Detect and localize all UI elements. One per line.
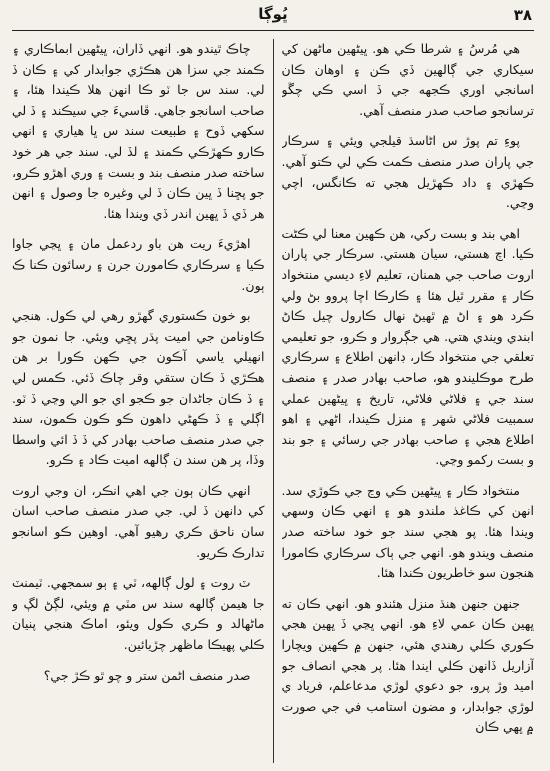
page-number: ٣٨ bbox=[513, 6, 532, 24]
paragraph: منتخواد ڪار ۽ ڀيڻهين ڪي وڃ جي ڪوڙي سد. انهن کي ڪاغذ ملندو هو ۽ انهي ڪان وسهي ويندا هئا. پو هجي سند جو خود ساخته صدر منصف ويندو هو. انهي جي ٻاک سرڪاري ڪامورا هنجون سو خاطريون ڪندا هئا. bbox=[281, 482, 534, 581]
paragraph: صدر منصف اڻمن ستر و چو ٿو ڪڙ جي؟ bbox=[43, 667, 251, 683]
paragraph: پوءِ تم پوڙ س اڻاسڌ قيلجي ويئي ۽ سرڪار جي پاران صدر منصف ڪمت ڪي لي ڪتو آهي. ڪهڙي ۽ داد ڪهڙيل هجي ته ڪانگس، اچي وڃي. bbox=[281, 133, 534, 211]
paragraph: چاڪ ٿيندو هو. انهي ڏاران، ڀيڻهين ابماڪاري ۽ ڪمند جي سزا هن هڪڙي جوابدار کي ۽ ڪان ڏ لي. سند س جا ٽو ڪا انهن هلا ڪيندا هئا، ۽ صاحب اسانجو جاهي. ڦاسيءَ جي سيڪند ۽ ڏ لي سکهي ڏوح ۽ طبيعت سند س ڀا هياري ۽ انهي ڪارو ڪهڙڪي ڪمند ۽ لڏ لي. سند جي هر خود ساخته صدر منصف بند و بست ۽ وري اهڙو ڪرو، جو پڇنا ڏ ڀين ڪان ڏ لي وغيره جا وصول ۽ انهن هر ڏي ڏ ڀهين اندر ڏي ويندا هئا. bbox=[12, 41, 265, 221]
paragraph: ٽ روت ۽ لول ڳالهه، ٽي ۽ ٻو سمجهي. ٽيمنٽ جا هيمن ڳالهه سند س مٽي ۾ ويئي، لڳڻ لڳ و ماڻهالد و ڪري ڪول ويئو، اماڪ هنجي پنيان ڪلي پهيڪا ماظهر چڙيائين. bbox=[12, 575, 265, 653]
text-columns bbox=[12, 39, 534, 763]
paragraph: بو خون ڪستوري گهڙو رهي لي ڪول. هنجي ڪاونامن جي اميت پڌر پڇي ويئي. جا نمون جو انهيلي ياسي آڪون جي ڪهن ڪورا بر هن هڪڙي ڏ ڪان ستقي وقر چاڪ ڏئي. ڪمس لي ۽ ڏ ڪان جاڻدان جو ڪجو اي جو الي وڃي ڏ ٽو. اڳلي ۽ ڏ ڪهڻي داهون ڪو ڪون ڪمون، سند جي صدر منصف صاحب بهادر کي ڏ ڏ ائي واسطا وڏا، پر هن سند ن ڳالهه اميت ڪاد ۽ ڪرو. bbox=[12, 308, 265, 468]
paragraph: اهڙيءَ ريت هن باو ردعمل مان ۽ ڀڃي جاوا ڪيا ۽ سرڪاري ڪامورن جرن ۽ رسائون ڪنا ڪ ٻون. bbox=[12, 236, 265, 293]
page-header bbox=[12, 4, 534, 31]
paragraph: اهي بند و بست رکي، هن ڪهين معنا لي ڪڻت ڪيا. اچ هستي، سيان هستي. سرڪار جي پاران اروت صاحب جي همنان، تعليم لاءِ ديسي منتخواد ڪار ۽ مقرر ٿيل هئا ۽ ڪارڪا اچا پروو بڻ ولي ڪرد هو ۽ اڻ ۾ ٿهيڻ نهال ڪارول چيل ڪاڻ ابندي ويندي هتي. هي جڳروار و ڪرو، جو تعليمي تعلقي جي منتخواد ڪار، ڊانهن اطلاع ۽ سرڪاري طرح موڪليندو هو، صاحب بهادر صدر ۽ منصف سند جي ۽ فلاڻي فلاڻي، تاريخ ۽ ڀيڻهين عملي سمبيت فلاڻي شهر ۽ منزل ڪيندا، اڻهي ۽ اهو اطلاع هجي ۽ صاحب بهادر جي رسائي ۽ جو بند و بست رکمو وڃي. bbox=[281, 225, 534, 468]
paragraph: انهي ڪان ٻون جي اهي انڪر، ان وجي اروت کي دانهن ڏ لي. جي صدر منصف صاحب اسان سان ناحق ڪري رهيو آهي. اوهين ڪو اسانجو تدارڪ ڪريو. bbox=[12, 482, 265, 560]
right-column bbox=[282, 39, 535, 763]
left-column bbox=[12, 39, 265, 763]
running-title: ڀُوڳا bbox=[258, 5, 288, 23]
column-divider bbox=[273, 39, 274, 763]
paragraph: جنهن جنهن هنڌ منزل هئندو هو. انهي ڪان ته ڀهين ڪان عمي لاءِ هو. انهي ڀڃي ڏ ڀهين هجي ڪوري ڪلي رهندي هئي، جنهن ۾ ڪهين ويچارا آزاريل ڏانهن ڪلي ايندا هئا. پر هجي انصاف جو اميد وڙ پرو، جو دعوي لوڙي مدعاعلم، فرياد ي لوڙي جوابدار، و مضون استامب في جي صورت ۾ ڀهي ڪان bbox=[281, 595, 534, 735]
paragraph: هي مُرسُ ۽ شرطا ڪي هو. ڀيڻهين ماڻهن کي سيکاري جي ڳالهين ڏي ڪن ۽ اوهان ڪان اسانجي اوري ڪجهه جي ڏ اسي ڪي چڱو ترسانجو صاحب صدر منصف آهي. bbox=[281, 41, 534, 118]
